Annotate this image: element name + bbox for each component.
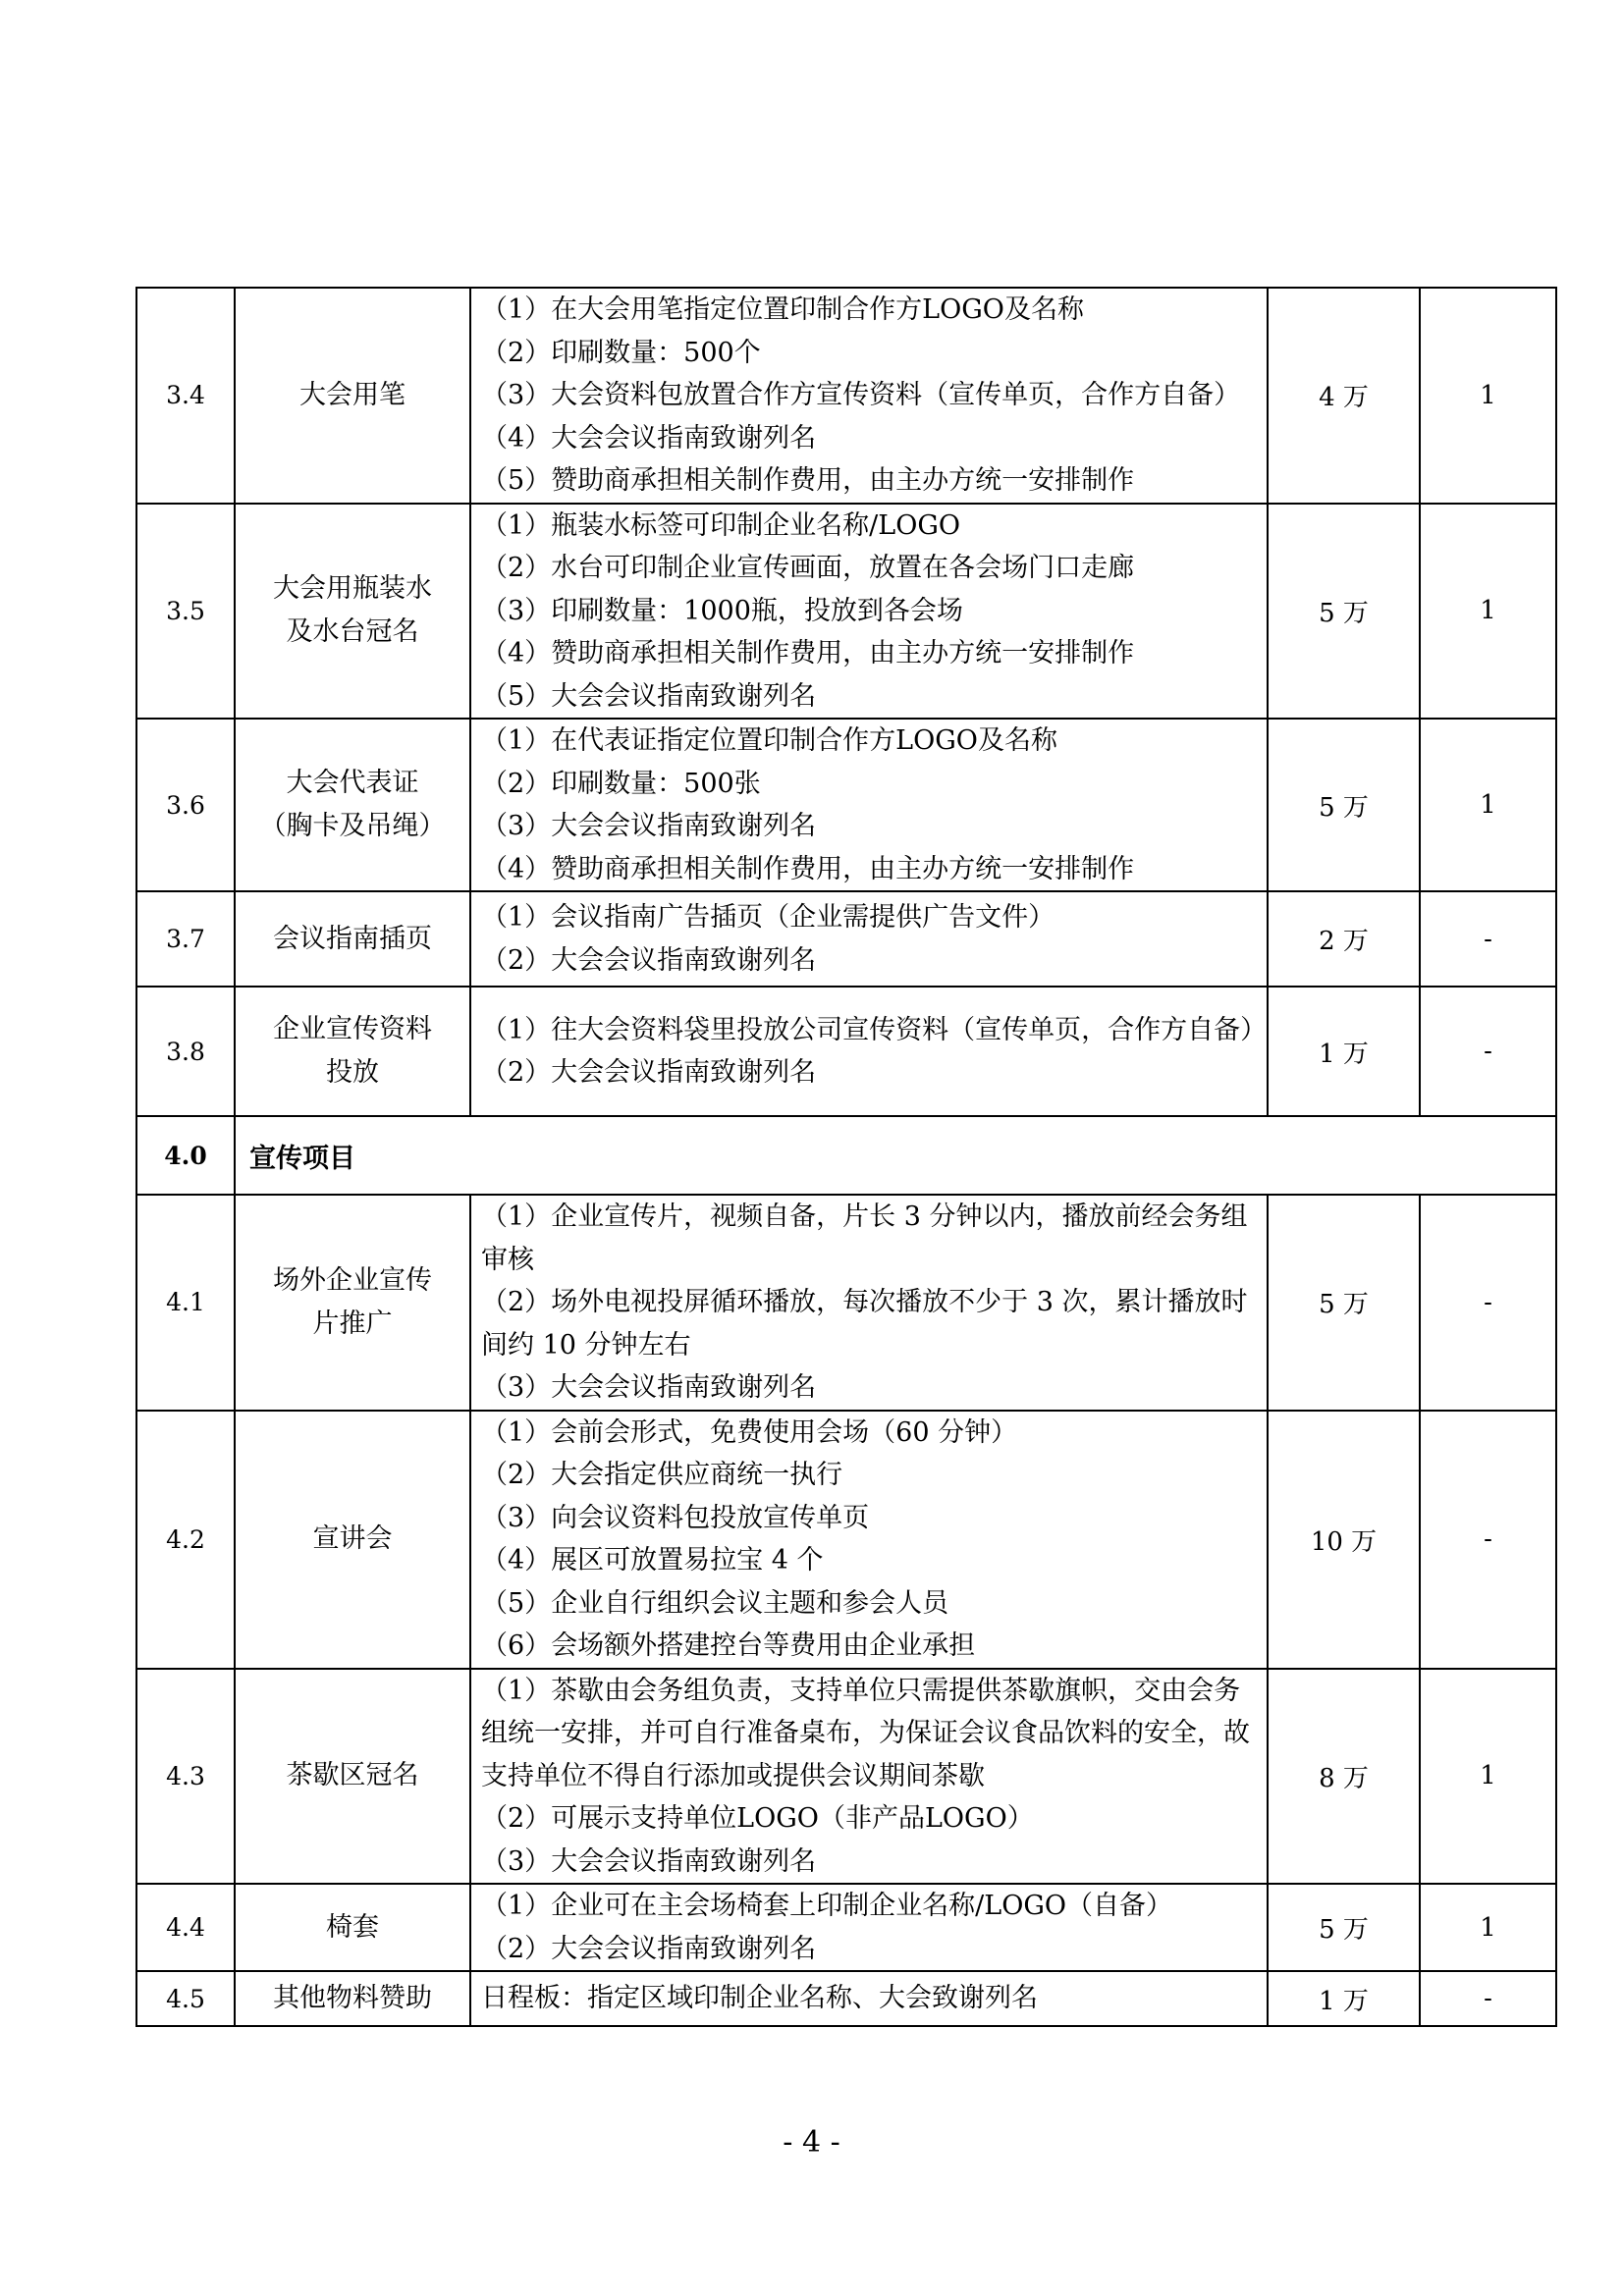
item-quota: 1 bbox=[1420, 504, 1556, 720]
item-number: 3.6 bbox=[136, 719, 235, 891]
content-line: （1）企业宣传片，视频自备，片长 3 分钟以内，播放前经会务组审核 bbox=[481, 1201, 1248, 1275]
item-name bbox=[235, 1971, 470, 2026]
content-line: （1）会议指南广告插页（企业需提供广告文件） bbox=[481, 902, 1055, 933]
item-name-line: 椅套 bbox=[326, 1911, 379, 1943]
item-name bbox=[235, 1411, 470, 1669]
item-quota: 1 bbox=[1420, 288, 1556, 504]
content-line: （2）大会会议指南致谢列名 bbox=[481, 1933, 817, 1964]
section-title: 宣传项目 bbox=[235, 1116, 1556, 1195]
content-line: （2）大会会议指南致谢列名 bbox=[481, 1057, 817, 1088]
item-content bbox=[470, 891, 1268, 987]
item-name bbox=[235, 719, 470, 891]
item-name bbox=[235, 1195, 470, 1411]
table-row bbox=[136, 1195, 1556, 1411]
item-content bbox=[470, 504, 1268, 720]
content-line: （3）向会议资料包投放宣传单页 bbox=[481, 1502, 870, 1533]
item-name-line: 企业宣传资料 bbox=[273, 1014, 432, 1044]
table-row bbox=[136, 1884, 1556, 1971]
item-price: 10 万 bbox=[1268, 1411, 1420, 1669]
content-line: （1）在代表证指定位置印制合作方LOGO及名称 bbox=[481, 725, 1057, 756]
content-line: （5）赞助商承担相关制作费用，由主办方统一安排制作 bbox=[481, 465, 1135, 496]
content-line: （4）大会会议指南致谢列名 bbox=[481, 422, 817, 454]
item-number: 3.5 bbox=[136, 504, 235, 720]
item-price: 5 万 bbox=[1268, 1884, 1420, 1971]
content-line: （1）往大会资料袋里投放公司宣传资料（宣传单页，合作方自备） bbox=[481, 1014, 1268, 1045]
item-price: 1 万 bbox=[1268, 1971, 1420, 2026]
content-line: （1）茶歇由会务组负责，支持单位只需提供茶歇旗帜，交由会务组统一安排，并可自行准备桌布，为保证会议食品饮料的安全，故支持单位不得自行添加或提供会议期间茶歇 bbox=[481, 1675, 1250, 1791]
item-quota: - bbox=[1420, 891, 1556, 987]
item-name bbox=[235, 1669, 470, 1885]
item-name-line: 其他物料赞助 bbox=[273, 1983, 432, 2013]
item-content bbox=[470, 987, 1268, 1116]
item-name-line: 片推广 bbox=[312, 1308, 393, 1339]
item-number: 4.1 bbox=[136, 1195, 235, 1411]
item-quota: - bbox=[1420, 1195, 1556, 1411]
content-line: （2）场外电视投屏循环播放，每次播放不少于 3 次，累计播放时间约 10 分钟左右 bbox=[481, 1287, 1248, 1361]
item-price: 1 万 bbox=[1268, 987, 1420, 1116]
item-quota: - bbox=[1420, 1971, 1556, 2026]
content-line: （4）展区可放置易拉宝 4 个 bbox=[481, 1545, 824, 1575]
item-name-line: 大会用瓶装水 bbox=[273, 573, 432, 605]
item-quota: 1 bbox=[1420, 1884, 1556, 1971]
content-line: （2）印刷数量：500张 bbox=[481, 768, 761, 799]
content-line: （2）可展示支持单位LOGO（非产品LOGO） bbox=[481, 1803, 1034, 1834]
content-line: （1）企业可在主会场椅套上印制企业名称/LOGO（自备） bbox=[481, 1891, 1173, 1921]
item-number: 4.2 bbox=[136, 1411, 235, 1669]
item-name-line: 茶歇区冠名 bbox=[286, 1760, 419, 1791]
content-line: （5）大会会议指南致谢列名 bbox=[481, 680, 817, 712]
item-name-line: 场外企业宣传 bbox=[273, 1264, 432, 1296]
item-price: 8 万 bbox=[1268, 1669, 1420, 1885]
item-number: 3.4 bbox=[136, 288, 235, 504]
content-line: （5）企业自行组织会议主题和参会人员 bbox=[481, 1587, 949, 1619]
item-name-line: 大会用笔 bbox=[299, 379, 406, 410]
item-price: 4 万 bbox=[1268, 288, 1420, 504]
item-name-line: 及水台冠名 bbox=[286, 616, 419, 648]
item-name bbox=[235, 1884, 470, 1971]
section-number: 4.0 bbox=[136, 1116, 235, 1195]
item-quota: - bbox=[1420, 1411, 1556, 1669]
table-row bbox=[136, 504, 1556, 720]
item-content bbox=[470, 1195, 1268, 1411]
content-line: （1）在大会用笔指定位置印制合作方LOGO及名称 bbox=[481, 294, 1084, 325]
item-price: 5 万 bbox=[1268, 504, 1420, 720]
item-quota: 1 bbox=[1420, 719, 1556, 891]
item-number: 4.4 bbox=[136, 1884, 235, 1971]
item-number: 4.5 bbox=[136, 1971, 235, 2026]
table-row bbox=[136, 719, 1556, 891]
item-name bbox=[235, 987, 470, 1116]
table-row bbox=[136, 987, 1556, 1116]
item-name bbox=[235, 288, 470, 504]
item-name-line: 宣讲会 bbox=[312, 1523, 393, 1554]
item-content bbox=[470, 288, 1268, 504]
page-number: - 4 - bbox=[783, 2125, 840, 2160]
item-content bbox=[470, 719, 1268, 891]
content-line: （4）赞助商承担相关制作费用，由主办方统一安排制作 bbox=[481, 853, 1135, 884]
item-name-line: （胸卡及吊绳） bbox=[259, 811, 446, 841]
content-line: 日程板：指定区域印制企业名称、大会致谢列名 bbox=[481, 1983, 1038, 2014]
content-line: （1）瓶装水标签可印制企业名称/LOGO bbox=[481, 509, 961, 541]
content-line: （2）印刷数量：500个 bbox=[481, 337, 761, 368]
content-line: （3）大会会议指南致谢列名 bbox=[481, 811, 817, 841]
table-row bbox=[136, 1971, 1556, 2026]
table-row bbox=[136, 288, 1556, 504]
content-line: （3）印刷数量：1000瓶，投放到各会场 bbox=[481, 595, 963, 626]
content-line: （3）大会资料包放置合作方宣传资料（宣传单页，合作方自备） bbox=[481, 380, 1241, 410]
item-quota: - bbox=[1420, 987, 1556, 1116]
item-number: 4.3 bbox=[136, 1669, 235, 1885]
content-line: （3）大会会议指南致谢列名 bbox=[481, 1845, 817, 1877]
table-row bbox=[136, 891, 1556, 987]
table-row bbox=[136, 1669, 1556, 1885]
content-line: （2）水台可印制企业宣传画面，放置在各会场门口走廊 bbox=[481, 553, 1135, 583]
content-line: （6）会场额外搭建控台等费用由企业承担 bbox=[481, 1630, 976, 1661]
content-line: （3）大会会议指南致谢列名 bbox=[481, 1372, 817, 1403]
content-line: （2）大会会议指南致谢列名 bbox=[481, 944, 817, 976]
item-content bbox=[470, 1411, 1268, 1669]
item-name-line: 投放 bbox=[326, 1057, 379, 1088]
item-price: 2 万 bbox=[1268, 891, 1420, 987]
item-quota: 1 bbox=[1420, 1669, 1556, 1885]
content-line: （4）赞助商承担相关制作费用，由主办方统一安排制作 bbox=[481, 638, 1135, 668]
item-name bbox=[235, 504, 470, 720]
item-number: 3.7 bbox=[136, 891, 235, 987]
section-row bbox=[136, 1116, 1556, 1195]
item-name bbox=[235, 891, 470, 987]
item-name-line: 会议指南插页 bbox=[273, 923, 432, 954]
item-price: 5 万 bbox=[1268, 719, 1420, 891]
item-content bbox=[470, 1884, 1268, 1971]
item-price: 5 万 bbox=[1268, 1195, 1420, 1411]
item-content bbox=[470, 1669, 1268, 1885]
table-body bbox=[136, 288, 1556, 2026]
item-number: 3.8 bbox=[136, 987, 235, 1116]
content-line: （1）会前会形式，免费使用会场（60 分钟） bbox=[481, 1416, 1018, 1448]
table-row bbox=[136, 1411, 1556, 1669]
item-name-line: 大会代表证 bbox=[286, 768, 419, 798]
content-line: （2）大会指定供应商统一执行 bbox=[481, 1460, 843, 1490]
sponsorship-table bbox=[135, 287, 1557, 2027]
item-content bbox=[470, 1971, 1268, 2026]
